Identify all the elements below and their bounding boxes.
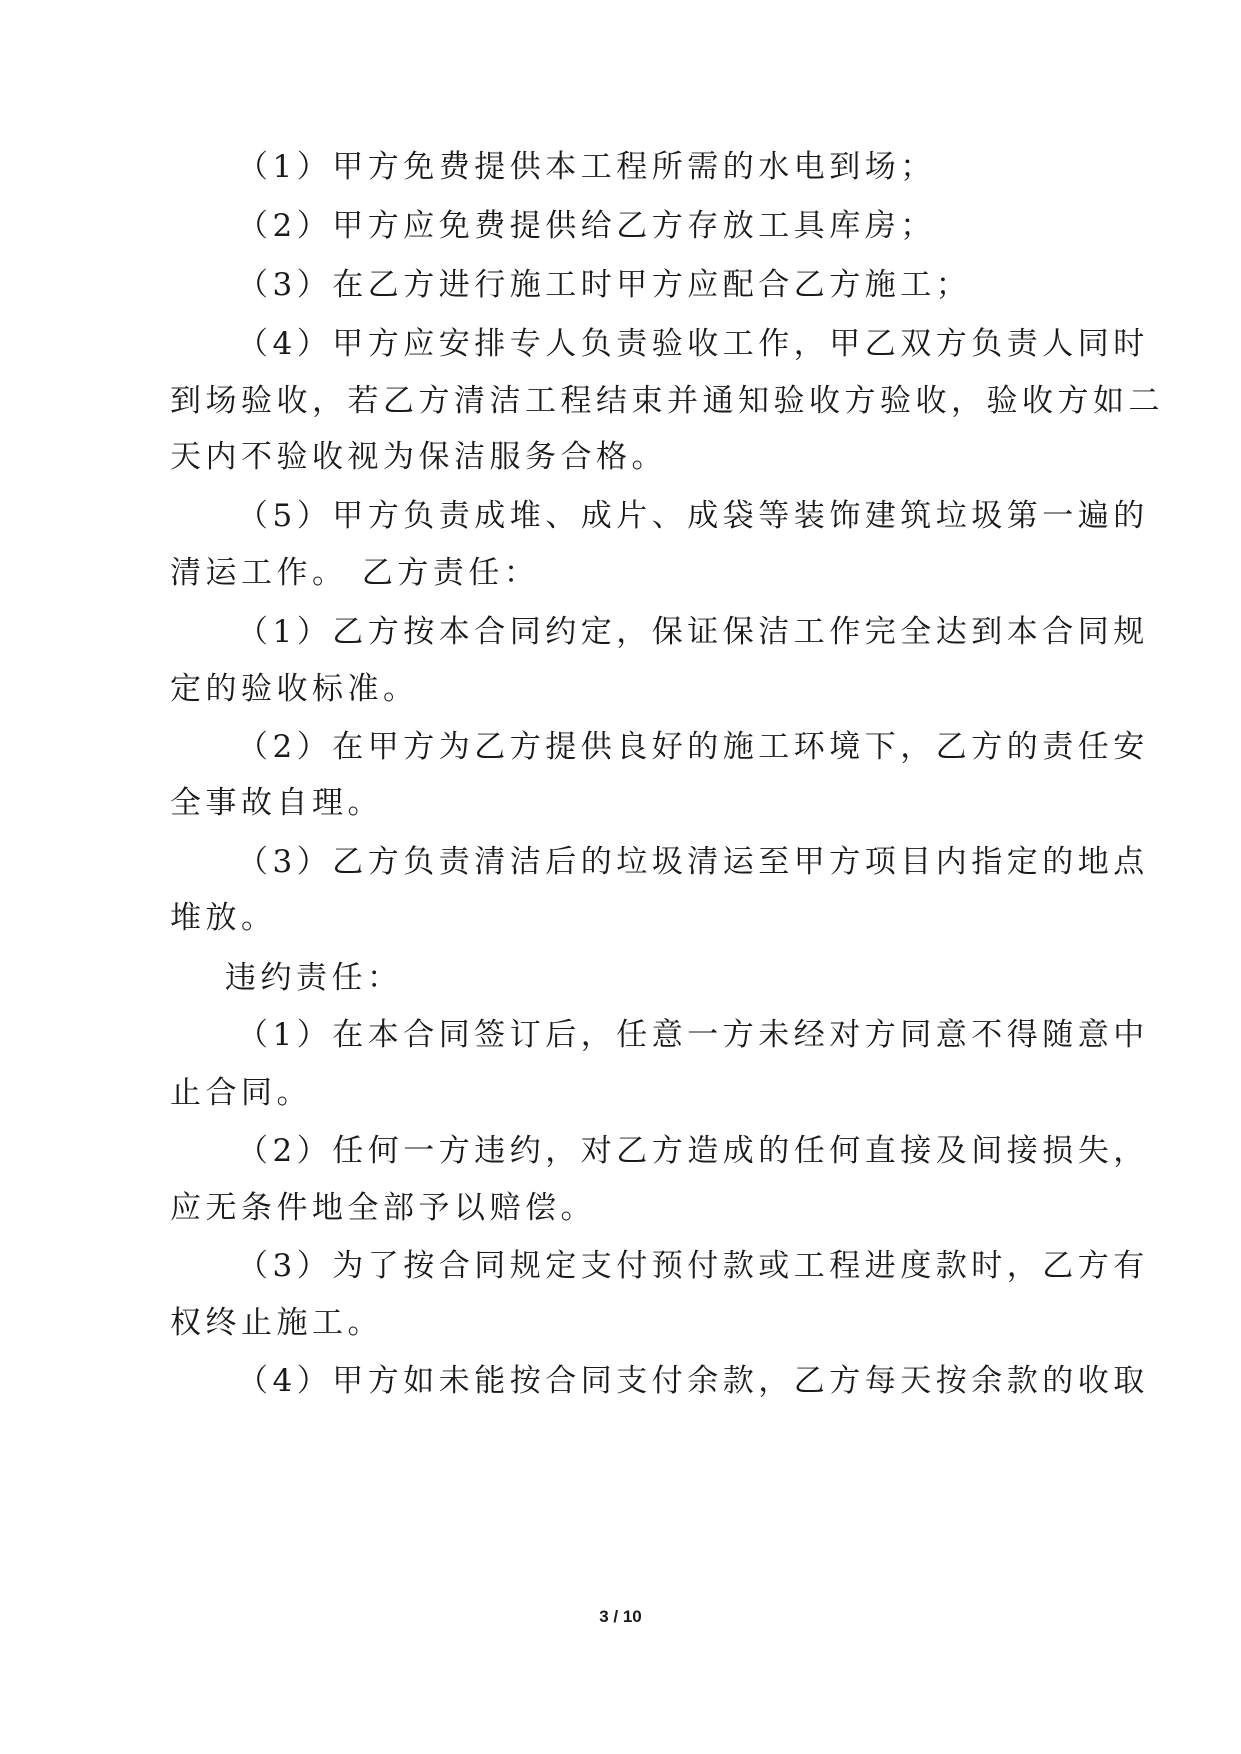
text-line: （5）甲方负责成堆、成片、成袋等装饰建筑垃圾第一遍的 <box>237 498 1149 534</box>
text-line: 全事故自理。 <box>170 785 383 821</box>
text-line: 到场验收，若乙方清洁工程结束并通知验收方验收，验收方如二 <box>170 383 1164 419</box>
text-line: 天内不验收视为保洁服务合格。 <box>170 439 667 475</box>
text-line: （2）甲方应免费提供给乙方存放工具库房； <box>237 208 936 244</box>
text-line: （3）为了按合同规定支付预付款或工程进度款时，乙方有 <box>237 1248 1149 1284</box>
text-line: 清运工作。 乙方责任： <box>170 555 540 591</box>
text-line: （2）任何一方违约，对乙方造成的任何直接及间接损失， <box>237 1133 1149 1169</box>
text-line: 权终止施工。 <box>170 1305 383 1341</box>
text-line: （4）甲方如未能按合同支付余款，乙方每天按余款的收取 <box>237 1363 1149 1399</box>
text-line: （1）乙方按本合同约定，保证保洁工作完全达到本合同规 <box>237 614 1149 650</box>
text-line: 堆放。 <box>170 900 277 936</box>
text-line: （3）乙方负责清洁后的垃圾清运至甲方项目内指定的地点 <box>237 844 1149 880</box>
text-line: 定的验收标准。 <box>170 671 419 707</box>
text-line: （3）在乙方进行施工时甲方应配合乙方施工； <box>237 267 972 303</box>
text-line: 应无条件地全部予以赔偿。 <box>170 1190 596 1226</box>
text-line: （4）甲方应安排专人负责验收工作，甲乙双方负责人同时 <box>237 326 1149 362</box>
text-line: 止合同。 <box>170 1075 312 1111</box>
page-number: 3 / 10 <box>599 1607 642 1626</box>
text-line: （2）在甲方为乙方提供良好的施工环境下，乙方的责任安 <box>237 729 1149 765</box>
text-line: （1）在本合同签订后，任意一方未经对方同意不得随意中 <box>237 1017 1149 1053</box>
text-line: （1）甲方免费提供本工程所需的水电到场； <box>237 149 936 185</box>
section-heading: 违约责任： <box>225 960 403 996</box>
